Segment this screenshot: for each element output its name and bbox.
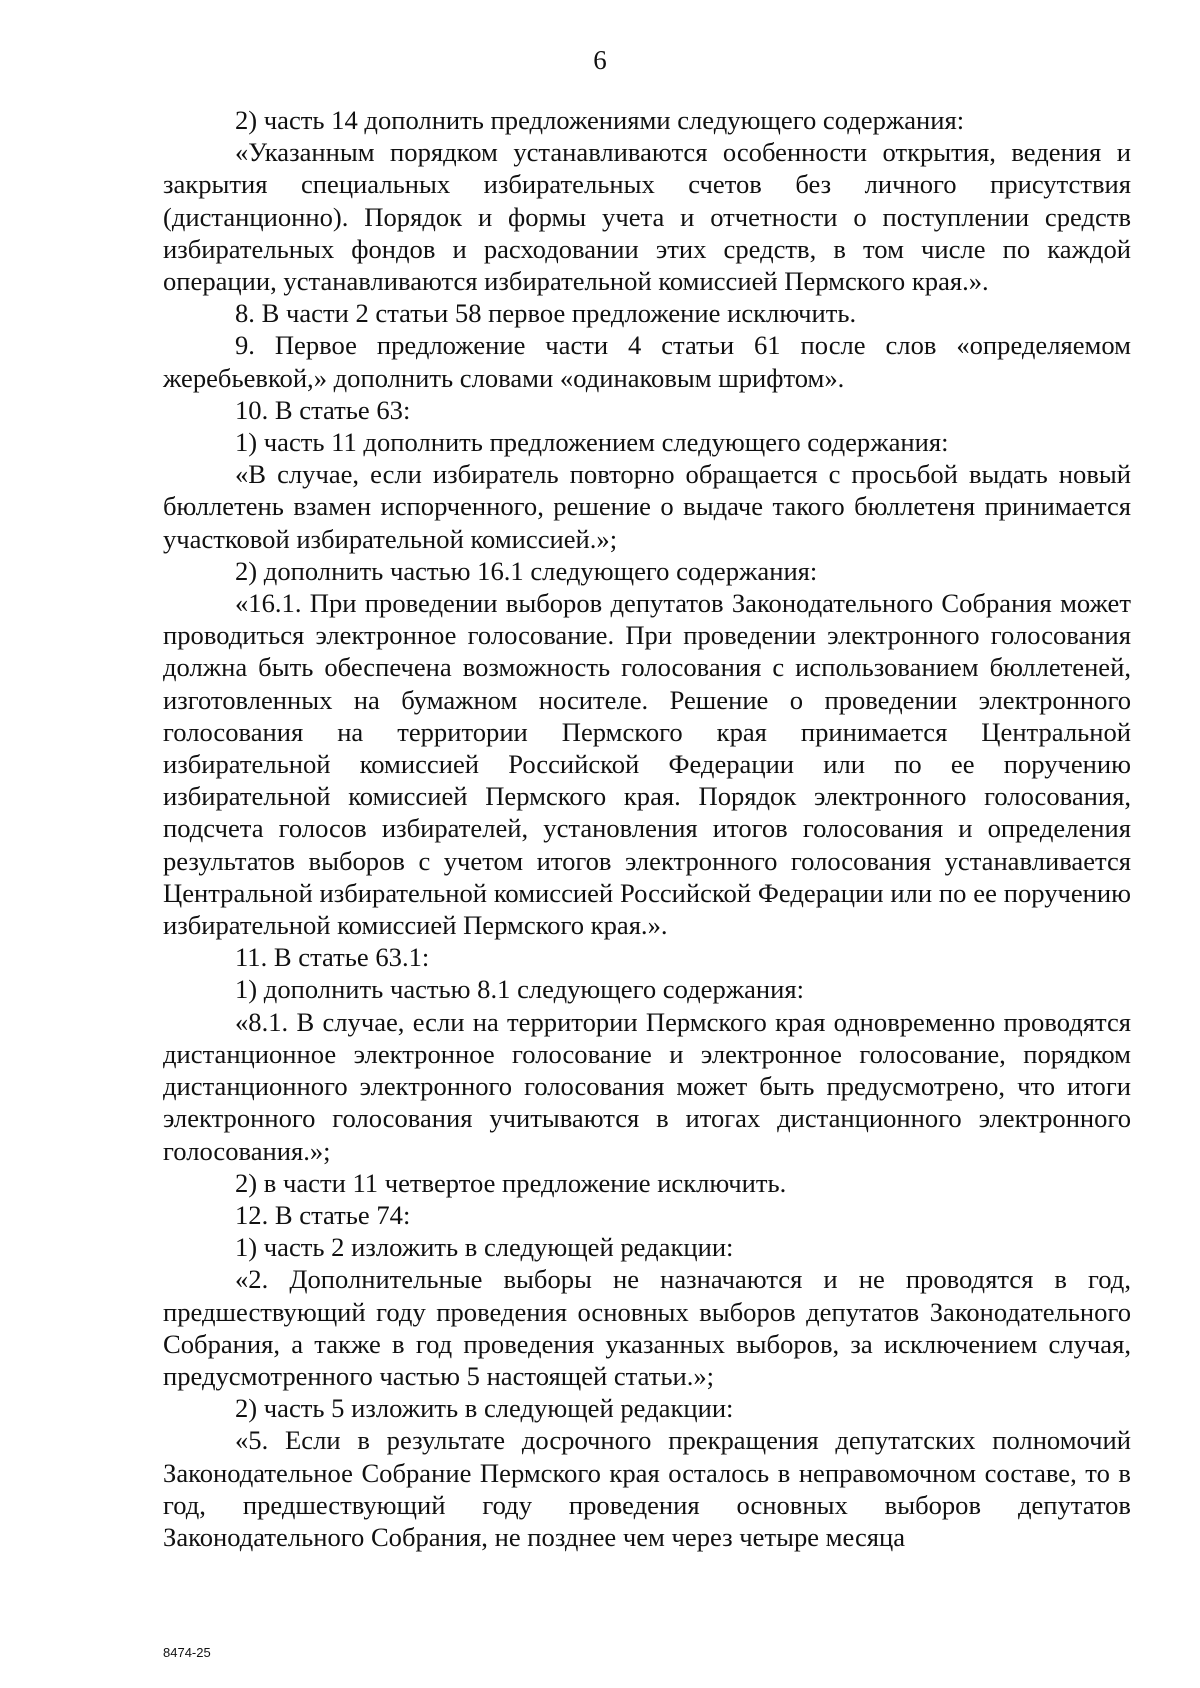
paragraph-quote-remote-voting: «8.1. В случае, если на территории Пермского края одновременно проводятся дистанционное электронное голосование и электронное голосование, порядком дистанционного электронного голосования может быть предусмотрено, что итоги электронного голосования учитываются в итогах дистанционного электронного голосования.»; — [163, 1006, 1131, 1166]
paragraph-part-11-exclusion: 2) в части 11 четвертое предложение исключить. — [235, 1167, 787, 1198]
paragraph-item-8: 8. В части 2 статьи 58 первое предложение исключить. — [235, 298, 857, 329]
paragraph-part-16-1: 2) дополнить частью 16.1 следующего содержания: — [235, 555, 818, 586]
paragraph-item-10: 10. В статье 63: — [235, 394, 411, 425]
paragraph-part-8-1: 1) дополнить частью 8.1 следующего содержания: — [235, 974, 804, 1005]
paragraph-part-2-revision: 1) часть 2 изложить в следующей редакции: — [235, 1232, 734, 1263]
paragraph-quote-incomplete-assembly: «5. Если в результате досрочного прекращения депутатских полномочий Законодательное Собрание Пермского края осталось в неправомочном составе, то в год, предшествующий году проведения основных выборов депутатов Законодательного Собрания, не позднее чем через четыре месяца — [163, 1425, 1131, 1552]
paragraph-item-12: 12. В статье 74: — [235, 1199, 411, 1230]
paragraph-quote-electronic-voting: «16.1. При проведении выборов депутатов Законодательного Собрания может проводиться электронное голосование. При проведении электронного голосования должна быть обеспечена возможность голосования с использованием бюллетеней, изготовленных на бумажном носителе. Решение о проведении электронного голосования на территории Пермского края принимается Центральной избирательной комиссией Российской Федерации или по ее поручению избирательной комиссией Пермского края. Порядок электронного голосования, подсчета голосов избирателей, установления итогов голосования и определения результатов выборов с учетом итогов электронного голосования устанавливается Центральной избирательной комиссией Российской Федерации или по ее поручению избирательной комиссией Пермского края.». — [163, 588, 1131, 941]
paragraph-quote-additional-elections: «2. Дополнительные выборы не назначаются и не проводятся в год, предшествующий году проведения основных выборов депутатов Законодательного Собрания, а также в год проведения указанных выборов, за исключением случая, предусмотренного частью 5 настоящей статьи.»; — [163, 1264, 1131, 1391]
paragraph-part-11: 1) часть 11 дополнить предложением следующего содержания: — [235, 427, 949, 458]
page-number: 6 — [593, 45, 607, 75]
paragraph-quote-new-ballot: «В случае, если избиратель повторно обращается с просьбой выдать новый бюллетень взамен испорченного, решение о выдаче такого бюллетеня принимается участковой избирательной комиссией.»; — [163, 459, 1131, 554]
paragraph-part-14: 2) часть 14 дополнить предложениями следующего содержания: — [235, 105, 965, 135]
document-body — [163, 104, 1131, 1553]
paragraph-quote-special-accounts: «Указанным порядком устанавливаются особенности открытия, ведения и закрытия специальных избирательных счетов без личного присутствия (дистанционно). Порядок и формы учета и отчетности о поступлении средств избирательных фондов и расходовании этих средств, в том числе по каждой операции, устанавливаются избирательной комиссией Пермского края.». — [163, 137, 1131, 297]
paragraph-item-11: 11. В статье 63.1: — [235, 942, 430, 973]
paragraph-part-5-revision: 2) часть 5 изложить в следующей редакции: — [235, 1393, 734, 1424]
document-code: 8474-25 — [163, 1645, 211, 1660]
paragraph-item-9: 9. Первое предложение части 4 статьи 61 после слов «определяемом жеребьевкой,» дополнить словами «одинаковым шрифтом». — [163, 330, 1131, 393]
